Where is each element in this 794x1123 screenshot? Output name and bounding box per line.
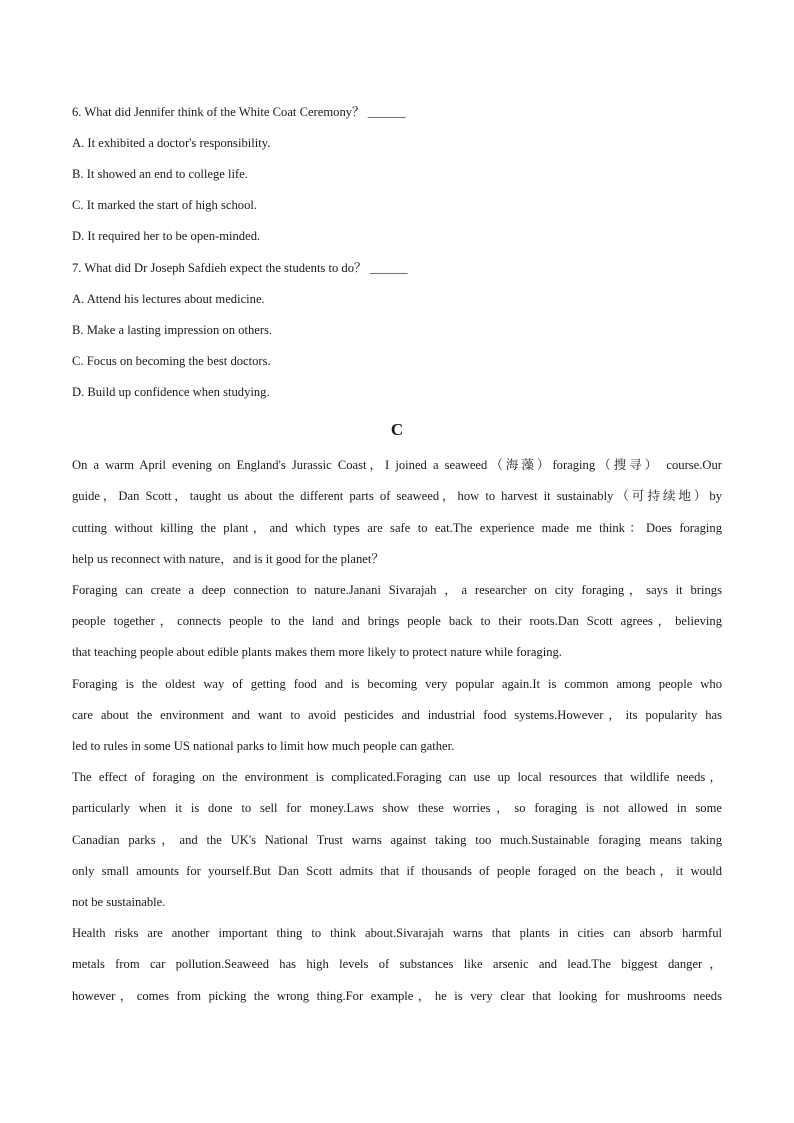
passage-line: guide，Dan Scott，taught us about the different parts of seaweed，how to harvest it sustainably（可持续地）by — [72, 489, 722, 503]
question-7-stem: 7. What did Dr Joseph Safdieh expect the students to do？ ______ — [72, 261, 408, 275]
question-6-stem: 6. What did Jennifer think of the White Coat Ceremony？ ______ — [72, 105, 406, 119]
passage-line: Canadian parks，and the UK's National Trust warns against taking too much.Sustainable foraging means taking — [72, 833, 722, 847]
passage-line: Foraging is the oldest way of getting food and is becoming very popular again.It is common among people who — [72, 677, 722, 691]
passage-line: help us reconnect with nature，and is it good for the planet？ — [72, 552, 384, 566]
passage-line: Health risks are another important thing to think about.Sivarajah warns that plants in cities can absorb harmful — [72, 926, 722, 940]
section-heading: C — [390, 420, 404, 439]
question-6-option-a: A. It exhibited a doctor's responsibility. — [72, 136, 271, 150]
passage-line: not be sustainable. — [72, 895, 166, 909]
passage-line: only small amounts for yourself.But Dan Scott admits that if thousands of people foraged on the beach，it would — [72, 864, 722, 878]
passage-line: cutting without killing the plant，and which types are safe to eat.The experience made me think：Does foraging — [72, 521, 722, 535]
question-7-option-c: C. Focus on becoming the best doctors. — [72, 354, 271, 368]
passage-line: The effect of foraging on the environment is complicated.Foraging can use up local resources that wildlife needs， — [72, 770, 722, 784]
question-7-option-a: A. Attend his lectures about medicine. — [72, 292, 265, 306]
passage-line: people together，connects people to the land and brings people back to their roots.Dan Scott agrees，believing — [72, 614, 722, 628]
passage-line: metals from car pollution.Seaweed has high levels of substances like arsenic and lead.The biggest danger， — [72, 957, 722, 971]
passage-line: led to rules in some US national parks to limit how much people can gather. — [72, 739, 455, 753]
passage-line: particularly when it is done to sell for money.Laws show these worries，so foraging is not allowed in some — [72, 801, 722, 815]
question-7-option-d: D. Build up confidence when studying. — [72, 385, 270, 399]
question-6-option-b: B. It showed an end to college life. — [72, 167, 248, 181]
passage-line: On a warm April evening on England's Jurassic Coast，I joined a seaweed（海藻）foraging（搜寻） course.Our — [72, 458, 722, 472]
question-6-option-d: D. It required her to be open-minded. — [72, 229, 261, 243]
passage-line: however，comes from picking the wrong thing.For example，he is very clear that looking for mushrooms needs — [72, 989, 722, 1003]
passage-line: that teaching people about edible plants makes them more likely to protect nature while foraging. — [72, 645, 562, 659]
passage-line: Foraging can create a deep connection to nature.Janani Sivarajah ，a researcher on city foraging，says it brings — [72, 583, 722, 597]
question-7-option-b: B. Make a lasting impression on others. — [72, 323, 273, 337]
passage-line: care about the environment and want to avoid pesticides and industrial food systems.However，its popularity has — [72, 708, 722, 722]
question-6-option-c: C. It marked the start of high school. — [72, 198, 258, 212]
